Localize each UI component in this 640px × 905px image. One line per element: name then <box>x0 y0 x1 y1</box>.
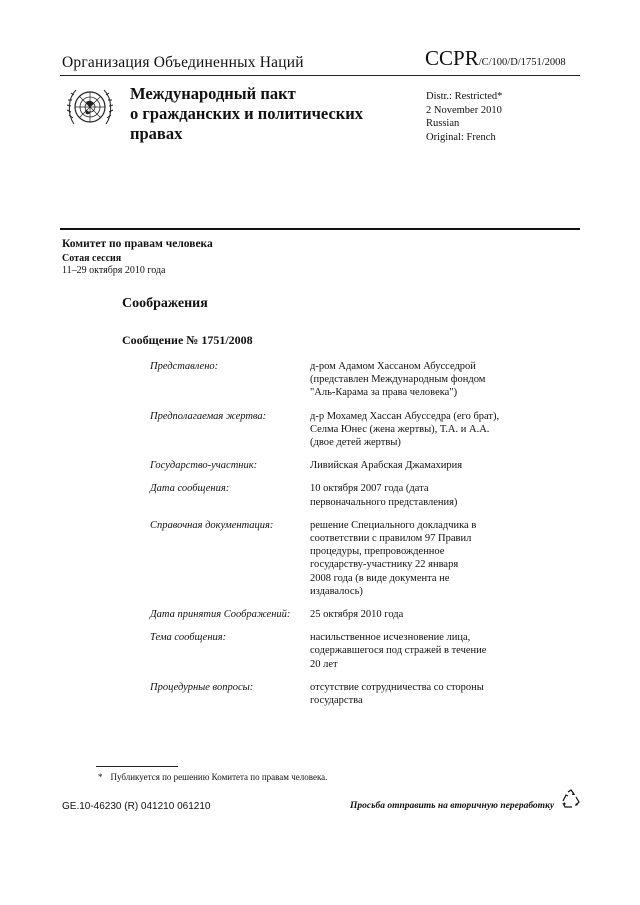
document-symbol <box>425 46 566 71</box>
detail-label: Тема сообщения: <box>150 632 227 644</box>
value-line: государству-участнику 22 января <box>310 559 459 571</box>
detail-value <box>310 519 520 598</box>
recycle-text: Просьба отправить на вторичную переработку <box>350 801 555 811</box>
distr-date: 2 November 2010 <box>426 104 502 116</box>
symbol-main: CCPR <box>425 46 479 70</box>
detail-label: Дата принятия Соображений: <box>150 609 291 621</box>
detail-row-date-communication <box>150 482 530 508</box>
footnote <box>98 772 327 782</box>
detail-value <box>310 681 520 707</box>
detail-value <box>310 459 520 472</box>
value-line: отсутствие сотрудничества со стороны <box>310 681 484 693</box>
detail-row-state-party <box>150 459 530 472</box>
value-line: (двое детей жертвы) <box>310 437 401 449</box>
value-line: Селма Юнес (жена жертвы), Т.А. и А.А. <box>310 423 490 435</box>
footnote-text: Публикуется по решению Комитета по правам человека. <box>110 772 328 782</box>
distribution-block <box>426 90 502 144</box>
detail-label: Представлено: <box>150 361 219 372</box>
detail-label: Справочная документация: <box>150 519 274 531</box>
detail-row-date-adoption <box>150 608 530 621</box>
detail-value <box>310 631 520 671</box>
committee-name: Комитет по правам человека <box>62 238 213 250</box>
views-heading: Соображения <box>122 296 208 311</box>
value-line: соответствии с правилом 97 Правил <box>310 533 472 545</box>
footnote-mark: * <box>98 772 103 782</box>
detail-row-procedural <box>150 681 530 707</box>
detail-label: Государство-участник: <box>150 460 258 472</box>
value-line: государства <box>310 695 363 707</box>
distr-language: Russian <box>426 118 460 129</box>
detail-value <box>310 608 520 621</box>
detail-label: Дата сообщения: <box>150 483 230 495</box>
value-line: решение Специального докладчика в <box>310 519 477 531</box>
session-name: Сотая сессия <box>62 253 122 264</box>
title-line: о гражданских и политических <box>130 104 364 123</box>
value-line: 25 октября 2010 года <box>310 609 404 621</box>
value-line: содержавшегося под стражей в течение <box>310 645 487 657</box>
detail-value <box>310 360 520 400</box>
value-line: 2008 года (в виде документа не <box>310 572 450 584</box>
detail-value <box>310 410 520 450</box>
value-line: д-р Мохамед Хассан Абусседра (его брат), <box>310 410 500 422</box>
value-line: (представлен Международным фондом <box>310 374 486 386</box>
organization-name: Организация Объединенных Наций <box>62 54 304 71</box>
communication-details <box>150 360 530 717</box>
header-rule <box>60 75 580 76</box>
value-line: 10 октября 2007 года (дата <box>310 483 429 495</box>
recycle-icon <box>560 788 582 810</box>
symbol-rest: /C/100/D/1751/2008 <box>478 57 566 68</box>
value-line: процедуры, препровожденное <box>310 546 445 558</box>
value-line: издавалось) <box>310 585 363 597</box>
un-emblem-icon <box>64 84 116 130</box>
value-line: 20 лет <box>310 658 338 670</box>
value-line: "Аль-Карама за права человека") <box>310 387 458 399</box>
title-line: правах <box>130 124 183 143</box>
detail-label: Предполагаемая жертва: <box>150 410 267 422</box>
value-line: Ливийская Арабская Джамахирия <box>310 460 463 472</box>
section-rule <box>60 228 580 230</box>
distr-original: Original: French <box>426 131 496 143</box>
value-line: д-ром Адамом Хассаном Абусседрой <box>310 361 476 372</box>
document-title <box>130 84 410 144</box>
detail-row-documentation <box>150 519 530 598</box>
job-number: GE.10-46230 (R) 041210 061210 <box>62 801 211 812</box>
footnote-rule <box>96 766 178 767</box>
title-line: Международный пакт <box>130 84 296 103</box>
detail-row-victim <box>150 410 530 450</box>
detail-row-subject <box>150 631 530 671</box>
detail-value <box>310 482 520 508</box>
detail-row-submitted <box>150 360 530 400</box>
detail-label: Процедурные вопросы: <box>150 681 254 693</box>
communication-heading: Сообщение № 1751/2008 <box>122 333 253 347</box>
distr-status: Distr.: Restricted* <box>426 91 503 102</box>
value-line: насильственное исчезновение лица, <box>310 632 471 644</box>
value-line: первоначального представления) <box>310 496 458 508</box>
session-dates: 11–29 октября 2010 года <box>62 265 166 276</box>
